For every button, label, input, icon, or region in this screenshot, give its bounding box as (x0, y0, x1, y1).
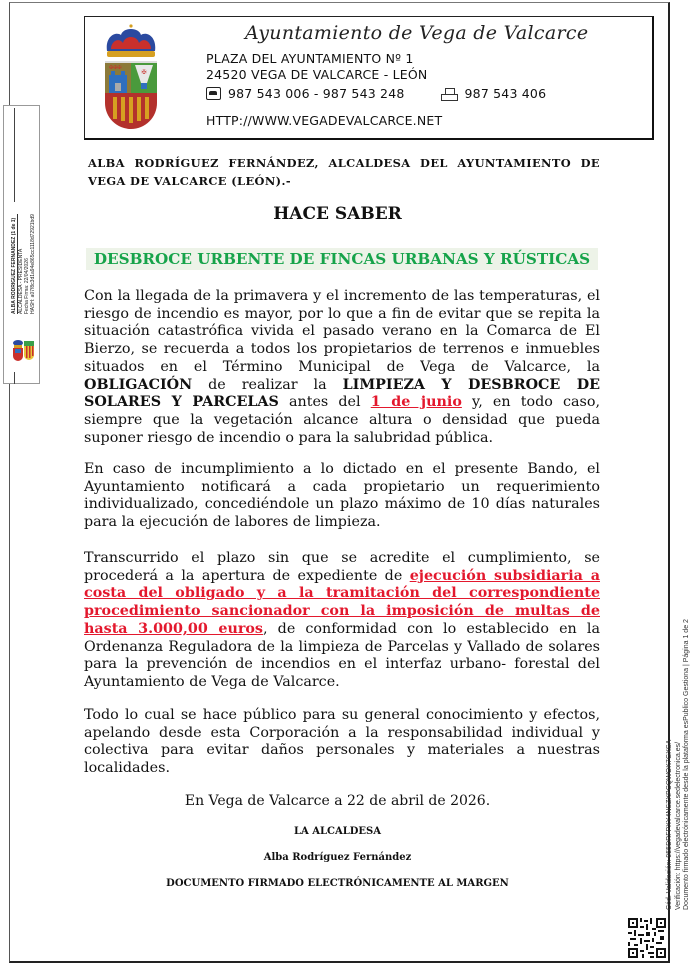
fax-number: 987 543 406 (464, 86, 547, 101)
stamp-role: ALCALDESA - PRESIDENTA (18, 248, 24, 314)
p1-text-a: Con la llegada de la primavera y el incremento de las temperaturas, el riesgo de incendio es mayor, por lo que a fin de evitar que se repita la situación catastrófica vivida el pasado verano en la Comarca de El Bierzo, se recuerda a todos los propietarios de terrenos e inmuebles situados en el Término Municipal de Vega de Valcarce, la (84, 288, 600, 375)
paragraph-1 (84, 288, 600, 447)
hace-saber-heading: HACE SABER (273, 204, 402, 224)
stamp-text (11, 214, 36, 314)
validation-code: Cód. Validación: 955DRFPXY4NSZXPCQWOK7GXSA (666, 739, 673, 910)
qr-code-icon (628, 918, 666, 958)
p3-sanction-highlight: ejecución subsidiaria a costa del obligado y a la tramitación del correspondiente procedimiento sancionador con la imposición de multas de hasta 3.000,00 euros (84, 567, 600, 637)
paragraph-4: Todo lo cual se hace público para su general conocimiento y efectos, apelando desde esta Corporación a la responsabilidad individual y colectiva para evitar daños personales y materiales a nuestras localidades. (84, 707, 600, 777)
municipal-shield-icon (12, 335, 36, 365)
address-line-2: 24520 VEGA DE VALCARCE - LEÓN (206, 67, 428, 82)
paragraph-3 (84, 550, 600, 692)
subject-heading: DESBROCE URBENTE DE FINCAS URBANAS Y RÚSTICAS (86, 248, 598, 270)
p1-obligation: OBLIGACIÓN (84, 376, 193, 393)
p1-deadline: 1 de junio (370, 394, 462, 411)
signer-name: Alba Rodríguez Fernández (263, 852, 412, 863)
coat-of-arms-icon (101, 21, 161, 133)
p1-text-d: y, en todo caso, siempre que la vegetación alcance altura o densidad que pueda suponer riesgo de incendio o para la salubridad pública. (84, 394, 600, 446)
stamp-rule-top (14, 108, 15, 202)
verification-url[interactable]: Verificación: https://vegadevalcarce.sedelectronica.es/ (674, 741, 682, 910)
signed-note: DOCUMENTO FIRMADO ELECTRÓNICAMENTE AL MARGEN (166, 878, 509, 889)
p3-text-b: , de conformidad con lo establecido en la Ordenanza Reguladora de la limpieza de Parcelas y Vallado de solares para la prevención de incendios en el interfaz urbano- forestal del Ayuntamiento de Vega de Valcarce. (84, 620, 601, 690)
phone-numbers: 987 543 006 - 987 543 248 (228, 86, 405, 101)
p1-cleaning-requirement: LIMPIEZA Y DESBROCE DE SOLARES Y PARCELAS (84, 376, 600, 411)
svg-text:✠: ✠ (141, 69, 147, 76)
signature-stamp (3, 105, 40, 384)
municipality-title: Ayuntamiento de Vega de Valcarce (245, 22, 589, 44)
signer-role: LA ALCALDESA (293, 826, 382, 837)
telephone-icon (206, 87, 221, 100)
stamp-rule-bottom (14, 372, 15, 384)
website-link[interactable]: HTTP://WWW.VEGADEVALCARCE.NET (206, 113, 443, 128)
stamp-hash: HASH: a07f8c3d1a94e865cc1118d72921bd9 (30, 214, 36, 314)
validation-block (666, 619, 692, 910)
letterhead (84, 16, 654, 140)
stamp-signer: ALBA RODRIGUEZ FERNANDEZ (1 de 1) (11, 214, 18, 314)
p1-text-b: de realizar la (192, 376, 343, 393)
address-line-1: PLAZA DEL AYUNTAMIENTO Nº 1 (206, 51, 414, 66)
place-date: En Vega de Valcarce a 22 de abril de 2026. (184, 793, 491, 809)
p3-text-a: Transcurrido el plazo sin que se acredite el cumplimiento, se procederá a la apertura de expediente de (84, 550, 600, 584)
stamp-date: Fecha Firma: 22/04/2026 (24, 258, 30, 314)
fax-icon (441, 88, 457, 100)
p1-text-c: antes del (278, 394, 371, 411)
svg-text:✠✠✠: ✠✠✠ (109, 65, 122, 71)
platform-footer: Documento firmado electrónicamente desde la plataforma esPublico Gestiona | Página 1 de 2 (683, 619, 690, 910)
paragraph-2: En caso de incumplimiento a lo dictado en el presente Bando, el Ayuntamiento notificará a cada propietario un requerimiento individualizado, concediéndole un plazo máximo de 10 días naturales para la ejecución de labores de limpieza. (84, 461, 600, 531)
issuer-line: ALBA RODRÍGUEZ FERNÁNDEZ, ALCALDESA DEL AYUNTAMIENTO DE VEGA DE VALCARCE (LEÓN).- (88, 156, 600, 188)
contact-phones (206, 86, 546, 101)
